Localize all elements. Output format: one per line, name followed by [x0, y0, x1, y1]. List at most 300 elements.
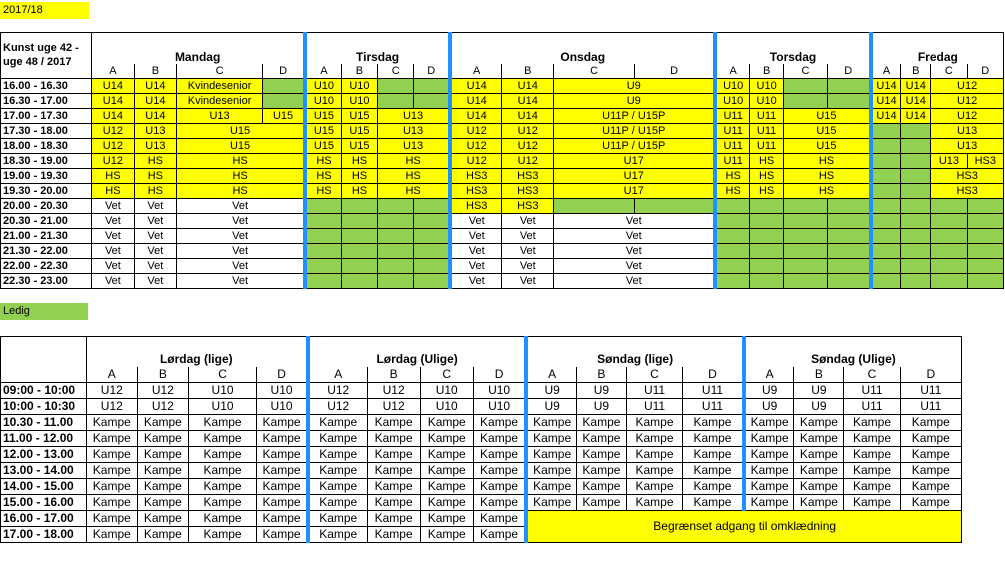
schedule-cell: HS3 [450, 183, 502, 198]
schedule-cell [715, 198, 749, 213]
schedule-cell [341, 228, 377, 243]
schedule-cell: Kampe [257, 478, 308, 494]
subcol-header-a: A [871, 64, 901, 79]
schedule-cell: Vet [92, 198, 134, 213]
table-row [1, 78, 1004, 93]
schedule-cell: Vet [177, 273, 305, 288]
schedule-cell [715, 228, 749, 243]
table-row [1, 198, 1004, 213]
day-header-torsdag: Torsdag [715, 33, 870, 64]
schedule-cell: Vet [92, 258, 134, 273]
time-slot-label: 17.00 - 18.00 [1, 526, 87, 542]
weekend-schedule-table [0, 336, 962, 543]
schedule-cell: U13 [931, 138, 1004, 153]
schedule-cell: HS [784, 168, 871, 183]
schedule-cell [931, 213, 967, 228]
time-slot-label: 17.00 - 17.30 [1, 108, 92, 123]
schedule-cell: U10 [257, 398, 308, 414]
schedule-cell: Vet [554, 228, 716, 243]
schedule-cell: Kampe [367, 462, 420, 478]
schedule-cell: U15 [177, 123, 305, 138]
schedule-cell: Kampe [367, 478, 420, 494]
subcol-header-a: A [92, 64, 134, 79]
schedule-cell: U9 [576, 382, 626, 398]
schedule-cell: Kampe [420, 494, 473, 510]
schedule-cell: U11 [844, 382, 900, 398]
schedule-cell: Kampe [844, 446, 900, 462]
schedule-cell [784, 258, 828, 273]
schedule-cell: HS3 [450, 168, 502, 183]
schedule-cell: Kampe [626, 462, 682, 478]
schedule-cell: U12 [92, 153, 134, 168]
schedule-cell: HS [305, 168, 341, 183]
subcol-header-b: B [502, 64, 554, 79]
schedule-cell: HS [177, 183, 305, 198]
subcol-header-c: C [420, 367, 473, 383]
schedule-cell: U9 [554, 78, 716, 93]
schedule-cell [827, 213, 871, 228]
schedule-cell [341, 213, 377, 228]
schedule-cell [305, 243, 341, 258]
schedule-cell: U10 [750, 93, 784, 108]
day-header-mandag: Mandag [92, 33, 305, 64]
schedule-cell: U14 [871, 108, 901, 123]
schedule-cell [901, 153, 931, 168]
schedule-cell: U13 [134, 138, 176, 153]
schedule-cell: HS [750, 168, 784, 183]
schedule-cell [341, 198, 377, 213]
schedule-cell [414, 228, 450, 243]
subcol-header-d: D [967, 64, 1003, 79]
time-slot-label: 22.30 - 23.00 [1, 273, 92, 288]
schedule-cell: U10 [750, 78, 784, 93]
schedule-cell: U15 [177, 138, 305, 153]
schedule-cell: Kampe [744, 430, 794, 446]
schedule-cell [784, 93, 828, 108]
time-slot-label: 18.00 - 18.30 [1, 138, 92, 153]
schedule-cell: U10 [420, 398, 473, 414]
schedule-cell: U15 [341, 123, 377, 138]
schedule-cell: Kampe [683, 478, 744, 494]
subcol-header-d: D [263, 64, 306, 79]
schedule-cell [414, 273, 450, 288]
schedule-cell [378, 228, 414, 243]
schedule-cell: U9 [794, 398, 844, 414]
schedule-cell: U14 [92, 108, 134, 123]
schedule-cell: Kampe [683, 494, 744, 510]
schedule-cell [414, 258, 450, 273]
schedule-cell: Kampe [86, 430, 137, 446]
schedule-cell: Kampe [188, 526, 256, 542]
schedule-cell: U14 [901, 108, 931, 123]
time-slot-label: 20.00 - 20.30 [1, 198, 92, 213]
schedule-cell [871, 183, 901, 198]
schedule-cell: Kampe [844, 414, 900, 430]
schedule-cell [931, 198, 967, 213]
schedule-cell: U13 [378, 123, 451, 138]
schedule-cell: U11 [626, 382, 682, 398]
schedule-cell [827, 78, 871, 93]
schedule-cell: Kampe [626, 430, 682, 446]
schedule-cell: Kampe [308, 510, 367, 526]
schedule-cell: Kampe [188, 462, 256, 478]
table-row [1, 213, 1004, 228]
schedule-cell [827, 93, 871, 108]
schedule-cell: Kampe [576, 494, 626, 510]
subcol-header-b: B [137, 367, 188, 383]
schedule-cell: U13 [177, 108, 263, 123]
schedule-cell: Kampe [86, 510, 137, 526]
schedule-cell: U13 [378, 138, 451, 153]
schedule-cell: U11P / U15P [554, 138, 716, 153]
schedule-cell: U15 [784, 108, 871, 123]
schedule-cell: U15 [784, 138, 871, 153]
schedule-cell: U12 [931, 108, 1004, 123]
schedule-cell: U12 [931, 93, 1004, 108]
schedule-cell: Kampe [420, 430, 473, 446]
schedule-cell [901, 168, 931, 183]
subcol-header-c: C [844, 367, 900, 383]
schedule-cell: HS3 [502, 183, 554, 198]
schedule-cell [931, 228, 967, 243]
schedule-cell [715, 243, 749, 258]
schedule-cell: Kampe [526, 430, 576, 446]
schedule-cell: U12 [450, 123, 502, 138]
schedule-cell [414, 243, 450, 258]
schedule-cell: Kampe [900, 414, 961, 430]
schedule-cell: U13 [931, 153, 967, 168]
day-header-weekend: Lørdag (lige) [86, 337, 308, 367]
subcol-header-a: A [450, 64, 502, 79]
subcol-header-d: D [827, 64, 871, 79]
schedule-cell: Vet [134, 243, 176, 258]
table-row [1, 446, 962, 462]
schedule-cell: HS [378, 153, 451, 168]
schedule-cell: Kampe [900, 446, 961, 462]
schedule-cell: U9 [526, 382, 576, 398]
subcol-header-c: C [931, 64, 967, 79]
schedule-cell: U13 [134, 123, 176, 138]
schedule-cell [901, 198, 931, 213]
schedule-cell: Kampe [844, 462, 900, 478]
schedule-cell: Kampe [257, 510, 308, 526]
schedule-cell [871, 198, 901, 213]
schedule-cell [341, 243, 377, 258]
schedule-cell: Kampe [420, 478, 473, 494]
subcol-header-a: A [526, 367, 576, 383]
schedule-cell: Kampe [576, 478, 626, 494]
schedule-cell: U11 [715, 153, 749, 168]
time-slot-label: 14.00 - 15.00 [1, 478, 87, 494]
schedule-cell: U14 [502, 108, 554, 123]
schedule-cell: U10 [715, 78, 749, 93]
schedule-cell: HS [134, 168, 176, 183]
schedule-cell: HS3 [502, 198, 554, 213]
schedule-cell [871, 243, 901, 258]
time-slot-label: 09:00 - 10:00 [1, 382, 87, 398]
schedule-cell: Kampe [794, 494, 844, 510]
schedule-cell: Kampe [367, 430, 420, 446]
schedule-cell: U17 [554, 183, 716, 198]
schedule-cell: Kampe [86, 446, 137, 462]
schedule-cell: Vet [502, 228, 554, 243]
subcol-header-d: D [414, 64, 450, 79]
weekday-schedule-table [0, 32, 1004, 289]
time-slot-label: 12.00 - 13.00 [1, 446, 87, 462]
legend-free-label: Ledig [0, 303, 88, 320]
table-row [1, 138, 1004, 153]
schedule-cell: U17 [554, 168, 716, 183]
table-row [1, 93, 1004, 108]
schedule-cell: Kampe [367, 510, 420, 526]
schedule-cell: Kampe [526, 446, 576, 462]
schedule-cell: HS [134, 153, 176, 168]
schedule-cell: Kampe [576, 414, 626, 430]
schedule-cell: Kampe [308, 414, 367, 430]
schedule-cell: U11 [715, 108, 749, 123]
time-slot-label: 18.30 - 19.00 [1, 153, 92, 168]
schedule-cell: Vet [502, 243, 554, 258]
subcol-header-b: B [341, 64, 377, 79]
schedule-cell: Kampe [308, 494, 367, 510]
schedule-cell [871, 213, 901, 228]
schedule-cell [305, 228, 341, 243]
schedule-cell: Kampe [844, 478, 900, 494]
time-slot-label: 19.00 - 19.30 [1, 168, 92, 183]
schedule-cell: Kampe [257, 462, 308, 478]
day-header-weekend: Søndag (lige) [526, 337, 743, 367]
schedule-cell: HS3 [450, 198, 502, 213]
schedule-cell: Vet [450, 273, 502, 288]
schedule-cell: U14 [450, 78, 502, 93]
schedule-cell [827, 243, 871, 258]
schedule-cell: U15 [305, 123, 341, 138]
schedule-cell: Kampe [626, 478, 682, 494]
schedule-cell: Kampe [744, 414, 794, 430]
schedule-cell: U14 [92, 93, 134, 108]
schedule-cell: U12 [367, 398, 420, 414]
schedule-cell: HS3 [502, 168, 554, 183]
schedule-cell: Kampe [844, 494, 900, 510]
schedule-cell: Kampe [308, 462, 367, 478]
subcol-header-b: B [750, 64, 784, 79]
schedule-cell: Vet [92, 228, 134, 243]
schedule-cell [341, 273, 377, 288]
table-row [1, 510, 962, 526]
schedule-cell: U12 [367, 382, 420, 398]
schedule-cell: U15 [784, 123, 871, 138]
schedule-cell: Vet [177, 213, 305, 228]
schedule-cell: Vet [554, 213, 716, 228]
schedule-cell: HS [341, 168, 377, 183]
schedule-cell: U10 [473, 382, 526, 398]
schedule-cell: Kampe [626, 414, 682, 430]
schedule-cell [378, 213, 414, 228]
schedule-cell [784, 243, 828, 258]
schedule-cell [414, 198, 450, 213]
time-slot-label: 19.30 - 20.00 [1, 183, 92, 198]
schedule-cell: U9 [744, 382, 794, 398]
weekend-corner [1, 337, 87, 383]
schedule-cell: Kampe [367, 526, 420, 542]
schedule-cell: U15 [263, 108, 306, 123]
schedule-cell: Kampe [137, 494, 188, 510]
schedule-cell: Kampe [744, 494, 794, 510]
table-row [1, 258, 1004, 273]
schedule-cell: U14 [134, 93, 176, 108]
subcol-header-c: C [784, 64, 828, 79]
schedule-cell: U11 [626, 398, 682, 414]
schedule-cell: Kampe [308, 478, 367, 494]
schedule-cell: U10 [305, 78, 341, 93]
schedule-cell: Kampe [473, 430, 526, 446]
schedule-cell: Kampe [744, 462, 794, 478]
schedule-cell: U12 [502, 153, 554, 168]
schedule-cell: Vet [92, 273, 134, 288]
schedule-cell: Kampe [900, 478, 961, 494]
schedule-cell: Kampe [900, 462, 961, 478]
schedule-cell: Kampe [794, 446, 844, 462]
schedule-cell: U12 [92, 123, 134, 138]
time-slot-label: 10:00 - 10:30 [1, 398, 87, 414]
schedule-cell [901, 273, 931, 288]
schedule-cell: Kampe [137, 462, 188, 478]
schedule-cell [901, 183, 931, 198]
schedule-cell [931, 273, 967, 288]
schedule-cell: U11 [750, 108, 784, 123]
schedule-cell [827, 258, 871, 273]
schedule-cell: Kampe [188, 446, 256, 462]
schedule-cell: U14 [901, 93, 931, 108]
schedule-cell: U12 [137, 382, 188, 398]
schedule-cell: Kampe [794, 462, 844, 478]
schedule-cell: U14 [901, 78, 931, 93]
schedule-cell: Kampe [473, 526, 526, 542]
schedule-cell: Kampe [367, 446, 420, 462]
subcol-header-c: C [626, 367, 682, 383]
schedule-cell [967, 258, 1003, 273]
schedule-cell: Kvindesenior [177, 78, 263, 93]
schedule-cell: U14 [871, 93, 901, 108]
time-slot-label: 10.30 - 11.00 [1, 414, 87, 430]
schedule-cell: Vet [502, 213, 554, 228]
schedule-cell: HS [177, 153, 305, 168]
schedule-cell [931, 258, 967, 273]
schedule-cell: U12 [137, 398, 188, 414]
subcol-header-b: B [901, 64, 931, 79]
schedule-cell: Vet [134, 228, 176, 243]
schedule-cell [715, 273, 749, 288]
schedule-cell: U9 [526, 398, 576, 414]
schedule-cell: HS [715, 183, 749, 198]
season-label: 2017/18 [0, 2, 89, 19]
schedule-cell: HS [92, 183, 134, 198]
schedule-cell [784, 273, 828, 288]
schedule-cell: HS [341, 183, 377, 198]
schedule-cell: Kampe [744, 478, 794, 494]
schedule-cell: Kampe [188, 414, 256, 430]
schedule-cell: Kampe [526, 494, 576, 510]
schedule-cell [784, 213, 828, 228]
schedule-cell [414, 93, 450, 108]
schedule-cell [341, 258, 377, 273]
schedule-cell: Kampe [420, 446, 473, 462]
subcol-header-d: D [634, 64, 715, 79]
schedule-cell [967, 198, 1003, 213]
schedule-cell: Kampe [188, 478, 256, 494]
schedule-cell: U14 [871, 78, 901, 93]
schedule-cell [931, 243, 967, 258]
schedule-cell: Vet [134, 213, 176, 228]
schedule-cell [827, 273, 871, 288]
schedule-cell: U10 [257, 382, 308, 398]
time-slot-label: 15.00 - 16.00 [1, 494, 87, 510]
schedule-cell: Kampe [794, 430, 844, 446]
subcol-header-c: C [554, 64, 635, 79]
schedule-cell: Kampe [683, 414, 744, 430]
schedule-cell [750, 243, 784, 258]
schedule-cell: U13 [378, 108, 451, 123]
schedule-cell: Kampe [473, 510, 526, 526]
schedule-cell: Vet [92, 243, 134, 258]
schedule-cell: U15 [305, 108, 341, 123]
schedule-cell: Kampe [86, 478, 137, 494]
table-row [1, 123, 1004, 138]
schedule-cell: U11P / U15P [554, 108, 716, 123]
schedule-cell: U10 [420, 382, 473, 398]
schedule-cell: HS [715, 168, 749, 183]
schedule-cell: U11 [683, 398, 744, 414]
schedule-cell: Kampe [137, 446, 188, 462]
schedule-cell: U14 [92, 78, 134, 93]
day-header-fredag: Fredag [871, 33, 1004, 64]
schedule-cell: U11 [900, 382, 961, 398]
schedule-cell: HS [92, 168, 134, 183]
schedule-cell: U12 [92, 138, 134, 153]
schedule-cell: Kampe [188, 494, 256, 510]
schedule-cell: Vet [134, 258, 176, 273]
schedule-cell: U15 [305, 138, 341, 153]
time-slot-label: 11.00 - 12.00 [1, 430, 87, 446]
schedule-cell: U14 [134, 78, 176, 93]
day-header-weekend: Lørdag (Ulige) [308, 337, 527, 367]
schedule-cell: U14 [450, 108, 502, 123]
schedule-cell: Kampe [420, 510, 473, 526]
subcol-header-a: A [305, 64, 341, 79]
schedule-cell: U10 [341, 93, 377, 108]
schedule-cell [784, 78, 828, 93]
schedule-cell: Kampe [137, 478, 188, 494]
schedule-cell: U10 [305, 93, 341, 108]
schedule-cell: Kampe [576, 446, 626, 462]
schedule-cell: Kampe [367, 494, 420, 510]
schedule-cell: Vet [450, 228, 502, 243]
schedule-cell: U11 [683, 382, 744, 398]
schedule-cell: Kampe [683, 430, 744, 446]
time-slot-label: 17.30 - 18.00 [1, 123, 92, 138]
schedule-cell: U10 [341, 78, 377, 93]
time-slot-label: 20.30 - 21.00 [1, 213, 92, 228]
schedule-cell: Kampe [308, 430, 367, 446]
schedule-cell: HS3 [931, 168, 1004, 183]
schedule-cell: U11 [750, 138, 784, 153]
schedule-cell: U12 [931, 78, 1004, 93]
schedule-cell: Vet [450, 258, 502, 273]
schedule-cell [871, 123, 901, 138]
schedule-cell: Kampe [137, 526, 188, 542]
period-title: Kunst uge 42 - uge 48 / 2017 [1, 33, 92, 79]
schedule-cell: Kampe [683, 462, 744, 478]
